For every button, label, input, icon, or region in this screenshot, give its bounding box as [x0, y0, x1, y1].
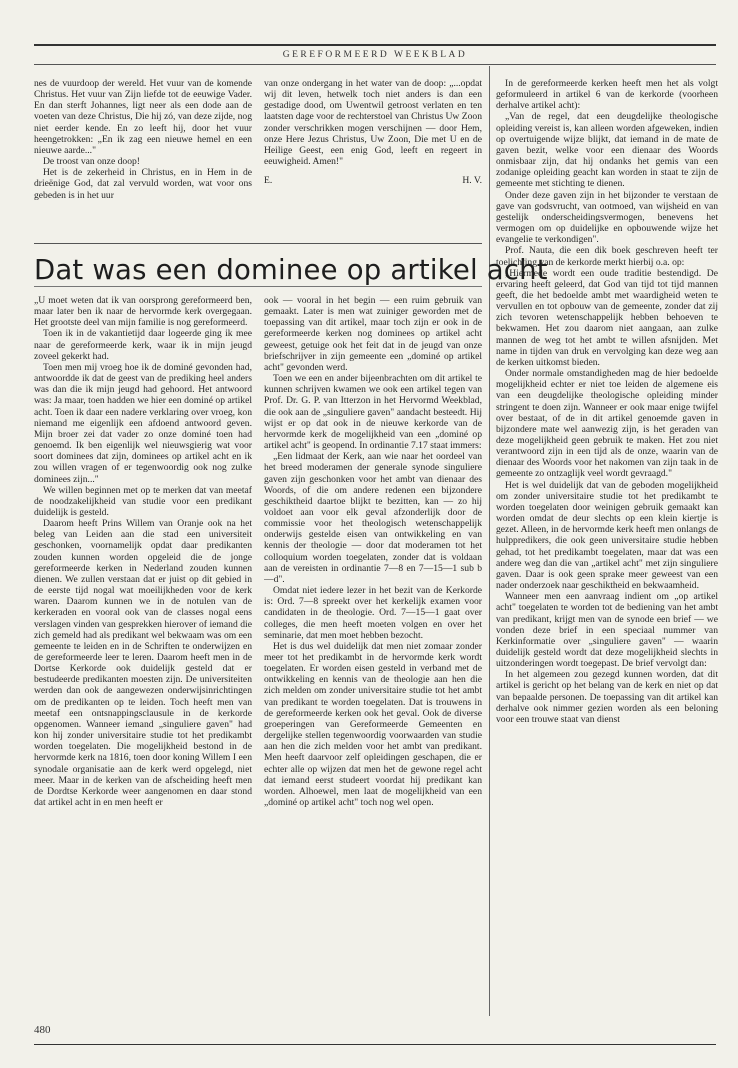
paragraph: „Van de regel, dat een deugdelijke theologische opleiding vereist is, kan alleen worden afgeweken, indien op overtuigende wijze blijkt, dat iemand in de mate de gaven bezit, welke voor een dienaar des Woords onmisbaar zijn, dat hij ondanks het gemis van een zodanige opleiding geacht kan worden in staat te zijn de gemeente met stichting te dienen. — [496, 111, 718, 190]
paragraph: „U moet weten dat ik van oorsprong gereformeerd ben, maar later ben ik naar de hervormde kerk overgegaan. Het grootste deel van mijn familie is nog gereformeerd. — [34, 295, 252, 329]
paragraph: Toen we een en ander bijeenbrachten om dit artikel te kunnen schrijven kwamen we ook een artikel tegen van Prof. Dr. G. P. van Itterzon in het Hervormd Weekblad, die ook aan de „singuliere gaven" aandacht besteedt. Hij wijst er op dat ook in de nieuwe kerkorde van de hervormde kerk de mogelijkheid van een „dominé op artikel acht" is geopend. In ordinantie 7.17 staat immers: — [264, 373, 482, 452]
paragraph: Het is de zekerheid in Christus, en in Hem in de drieënige God, dat zal vervuld worden, wat voor ons gebeden is in het uur — [34, 167, 252, 201]
paragraph: Onder normale omstandigheden mag de hier bedoelde mogelijkheid echter er niet toe leiden de algemene eis van een deugdelijke theologische opleiding minder stringent te doen zijn. Wanneer er ook maar enige twijfel over bestaat, of de in dit artikel genoemde gaven in bijzondere mate wel aanwezig zijn, is het geraden van deze mogelijkheid geen gebruik te maken. Het zou niet verantwoord zijn in een tijd als de onze, waarin van de dienaar des Woords voor het nakomen van zijn taak in de gemeente zo ontzaglijk veel wordt gevraagd." — [496, 368, 718, 480]
paragraph: ook — vooral in het begin — een ruim gebruik van gemaakt. Later is men wat zuiniger geworden met de toepassing van dit artikel, maar toch zijn er ook in de gereformeerde kerken nog dominees op artikel acht geweest, getuige ook het feit dat in de jeugd van onze briefschrijver in zijn gemeente een „dominé op artikel acht" gevonden werd. — [264, 295, 482, 373]
paragraph: nes de vuurdoop der wereld. Het vuur van de komende Christus. Het vuur van Zijn liefde tot de eeuwige Vader. En dan sterft Johannes, ligt neer als een dode aan de voeten van deze Christus, Die hij zó, van deze zijde, nog niet eerder kende. En zo leeft hij, door het vuur heengetrokken: „En ik zag een nieuwe hemel en een nieuwe aarde..." — [34, 78, 252, 156]
paragraph: Daarom heeft Prins Willem van Oranje ook na het beleg van Leiden aan die stad een universiteit geschonken, voornamelijk opdat daar predikanten zouden kunnen worden opgeleid die de jonge gereformeerde kerken in Nederland zouden kunnen dienen. We zullen verstaan dat er juist op dit gebied in de eerste tijd nogal wat moeilijkheden voor de kerk waren. Daarom kunnen we in de notulen van de kerkeraden en vooral ook van de classes nogal eens verslagen vinden van gesprekken hierover of iemand die zich gemeld had als predikant wel bekwaam was om een gemeente te leiden en in de Schriften te onderwijzen en de gereformeerde leer te leren. Daarom heeft men in de Dortse Kerkorde ook duidelijk gesteld dat er bestudeerde predikanten moesten zijn. De universiteiten werden dan ook de aangewezen onderwijsinrichtingen om de predikanten op te leiden. Toch heeft men van meetaf een ontsnappingsclausule in de kerkorde opgenomen. Wanneer iemand „singuliere gaven" had kon hij zonder universitaire studie tot het predikambt worden toegelaten. Die mogelijkheid bestond in de hervormde kerk na 1816, toen door koning Willem I een synodale organisatie aan de kerk werd opgelegd, niet meer. Maar in de kerken van de afscheiding heeft men de Dordtse Kerkorde weer aangenomen en daar stond dat artikel acht in en men heeft er — [34, 518, 252, 809]
top-rule — [34, 44, 716, 46]
paragraph: van onze ondergang in het water van de doop: „...opdat wij dit leven, hetwelk toch niet anders is dan een gestadige dood, om Uwentwil getroost verlaten en ten laatsten dage voor de rechterstoel van Christus Uw Zoon zonder verschrikken mogen verschijnen — door Hem, onze Here Jezus Christus, Uw Zoon, Die met U en de Heilige Geest, een enig God, leeft en regeert in eeuwigheid. Amen!" — [264, 78, 482, 168]
paragraph: We willen beginnen met op te merken dat van meetaf de noodzakelijkheid van studie voor een predikant duidelijk is gesteld. — [34, 484, 252, 518]
header-rule — [34, 64, 716, 65]
article-column-2 — [264, 295, 482, 1013]
previous-article-column-1 — [34, 78, 252, 228]
running-header: GEREFORMEERD WEEKBLAD — [282, 50, 468, 60]
paragraph: Toen ik in de vakantietijd daar logeerde ging ik mee naar de gereformeerde kerk, waar ik in mijn jeugd zoveel gekerkt had. — [34, 328, 252, 362]
article-separator — [34, 243, 482, 244]
previous-article-column-2 — [264, 78, 482, 228]
paragraph: In het algemeen zou gezegd kunnen worden, dat dit artikel is gericht op het belang van de kerk en niet op dat van bepaalde personen. De toepassing van dit artikel kan derhalve ook nimmer gezien worden als een beloning voor een trouwe staat van dienst — [496, 669, 718, 725]
paragraph: Het is wel duidelijk dat van de geboden mogelijkheid om zonder universitaire studie tot het predikambt te worden toegelaten door weinigen gebruik gemaakt kan worden omdat de deur slechts op een klein kiertje is gezet. Alleen, in de hervormde kerk heeft men onlangs de hulppredikers, die ook geen universitaire studie hebben gehad, tot het predikambt toegelaten, maar dat was een andere weg dan die van „artikel acht" met zijn singuliere gaven. Daar is ook geen sprake meer geweest van een nader onderzoek naar geschiktheid en bekwaamheid. — [496, 479, 718, 592]
paragraph: De troost van onze doop! — [43, 156, 140, 168]
paragraph: Wanneer men een aanvraag indient om „op artikel acht" toegelaten te worden tot de bediening van het ambt van predikant, krijgt men van de synode een brief — we vonden deze brief in een speciaal nummer van Kerkinformatie over „singuliere gaven" — waarin duidelijk gesteld wordt dat deze mogelijkheid slechts in uitzonderingen wordt toegepast. De brief vervolgt dan: — [496, 591, 718, 670]
article-title: Dat was een dominee op artikel acht — [34, 254, 548, 286]
paragraph: Onder deze gaven zijn in het bijzonder te verstaan de gave van godsvrucht, van ootmoed, van wijsheid en van gestelijk onderscheidingsvermogen, benevens het vermogen om op duidelijke en opbouwende wijze het evangelie te verkondigen". — [496, 189, 718, 246]
paragraph: „Hiermede wordt een oude traditie bestendigd. De ervaring heeft geleerd, dat God van tijd tot tijd mannen geeft, die het bedoelde ambt met waardigheid weten te vervullen en tot opbouw van de gemeente, zonder dat zij zich tevoren wetenschappelijk hebben behoeven te bekwamen. Het zou daarom niet aangaan, aan zulke mannen de weg tot het ambt te willen afsnijden. Met name in tijden van druk en vervolging kan deze weg aan de kerken uitkomst bieden. — [496, 267, 718, 368]
article-column-3 — [496, 78, 718, 1013]
signature-left: E. — [264, 175, 273, 187]
paragraph: Toen men mij vroeg hoe ik de dominé gevonden had, antwoordde ik dat de geest van de prediking heel anders was dan die ik mijn jeugd had gehoord. Het antwoord was: Ja maar, toen hadden we hier een dominé op artikel acht. Toen ik daar een nadere verklaring over vroeg, kon niemand me eigenlijk een afdoend antwoord geven. Mijn broer zei dat vader zo onze dominé toen had genoemd. Ik ben eigenlijk wel nieuwsgierig wat voor soort dominees dat zijn, dominees op artikel acht en ik zou willen vragen of er tegenwoordig ook nog zulke dominees zijn..." — [34, 361, 252, 485]
bottom-rule — [34, 1044, 716, 1045]
paragraph: Prof. Nauta, die een dik boek geschreven heeft ter toelichting van de kerkorde merkt hierbij o.a. op: — [496, 245, 718, 268]
title-rule — [34, 286, 482, 287]
paragraph: Omdat niet iedere lezer in het bezit van de Kerkorde is: Ord. 7—8 spreekt over het kerkelijk examen voor candidaten in de theologie. Ord. 7—15—1 gaat over colleges, die men heeft moeten volgen en over het seminarie, dat men moet hebben bezocht. — [264, 585, 482, 641]
signature-right: H. V. — [462, 175, 482, 187]
paragraph: Het is dus wel duidelijk dat men niet zomaar zonder meer tot het predikambt in de hervormde kerk wordt toegelaten. Er worden eisen gesteld in verband met de ontwikkeling en kennis van de theologie aan hen die zich melden om zonder universitaire studie tot het ambt van predikant te worden toegelaten. Dat is trouwens in de gereformeerde kerken ook het geval. Ook de diverse groeperingen van Gereformeerde Gemeenten en dergelijke stellen tegenwoordig voorwaarden van studie aan hen die zich melden voor het ambt van predikant. Men heeft daarvoor zelf opleidingen geschapen, die er echter alle op wijzen dat men het de gewone regel acht dat iemand eerst studeert voordat hij predikant kan worden. Alhoewel, men laat de mogelijkheid van een „dominé op artikel acht" toch nog wel open. — [264, 640, 482, 809]
column-divider — [489, 66, 490, 1016]
paragraph: In de gereformeerde kerken heeft men het als volgt geformuleerd in artikel 6 van de kerkorde (voorheen derhalve artikel acht): — [496, 78, 718, 112]
article-column-1 — [34, 295, 252, 1013]
page-number: 480 — [34, 1024, 51, 1036]
signature-line — [264, 175, 482, 186]
paragraph: „Een lidmaat der Kerk, aan wie naar het oordeel van het breed moderamen der generale synode singuliere gaven zijn geschonken voor het ambt van dienaar des Woords, of die om andere redenen een bijzondere geschiktheid daartoe blijkt te bezitten, kan — zo hij voldoet aan voor elk geval afzonderlijk door de commissie voor het theologisch wetenschappelijk onderwijs gestelde eisen van ontwikkeling en van kennis der theologie — door dat moderamen tot het colloquium worden toegelaten, zonder dat is voldaan aan de vereisten in ordinantie 7—8 en 7—15—1 sub b—d". — [264, 451, 482, 585]
